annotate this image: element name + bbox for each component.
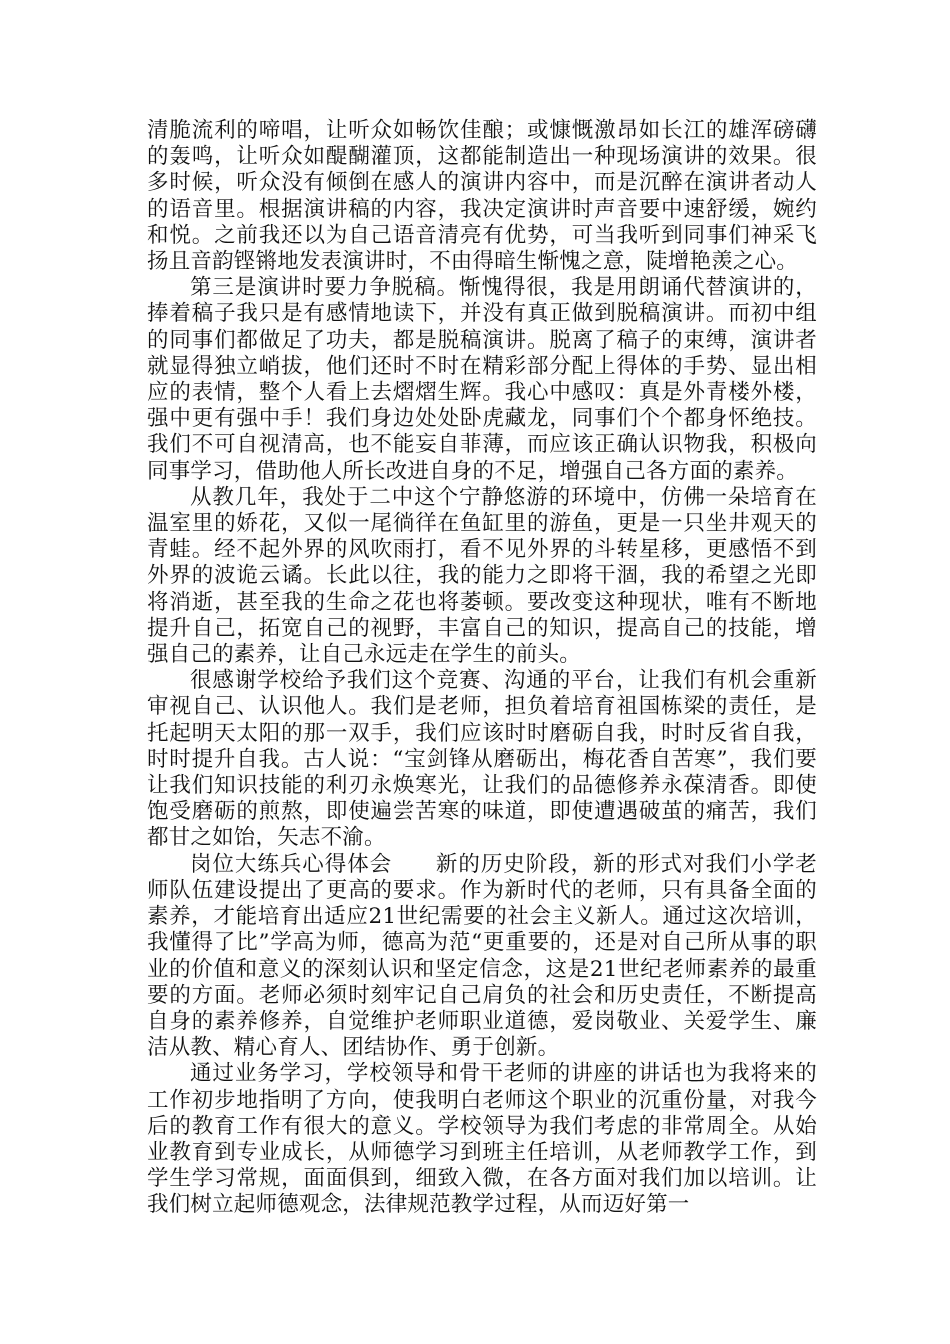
- paragraph-speech-voice: 清脆流利的啼唱，让听众如畅饮佳酿；或慷慨激昂如长江的雄浑磅礴的轰鸣，让听众如醍醐灌顶，这都能制造出一种现场演讲的效果。很多时候，听众没有倾倒在感人的演讲内容中，而是沉醉在演讲者动人的语音里。根据演讲稿的内容，我决定演讲时声音要中速舒缓，婉约和悦。之前我还以为自己语音清亮有优势，可当我听到同事们神采飞扬且音韵铿锵地发表演讲时，不由得暗生惭愧之意，陡增艳羡之心。: [147, 118, 817, 275]
- paragraph-speech-memorize: 第三是演讲时要力争脱稿。惭愧得很，我是用朗诵代替演讲的，捧着稿子我只是有感情地读下，并没有真正做到脱稿演讲。而初中组的同事们都做足了功夫，都是脱稿演讲。脱离了稿子的束缚，演讲者就显得独立峭拔，他们还时不时在精彩部分配上得体的手势、显出相应的表情，整个人看上去熠熠生辉。我心中感叹：真是外青楼外楼，强中更有强中手！我们身边处处卧虎藏龙，同事们个个都身怀绝技。我们不可自视清高，也不能妄自菲薄，而应该正确认识物我，积极向同事学习，借助他人所长改进自身的不足，增强自己各方面的素养。: [147, 275, 817, 484]
- paragraph-business-study: 通过业务学习，学校领导和骨干老师的讲座的讲话也为我将来的工作初步地指明了方向，使我明白老师这个职业的沉重份量，对我今后的教育工作有很大的意义。学校领导为我们考虑的非常周全。从始业教育到专业成长，从师德学习到班主任培训，从老师教学工作，到学生学习常规，面面俱到，细致入微，在各方面对我们加以培训。让我们树立起师德观念，法律规范教学过程，从而迈好第一: [147, 1061, 817, 1218]
- paragraph-training-text: 新的历史阶段，新的形式对我们小学老师队伍建设提出了更高的要求。作为新时代的老师，只有具备全面的素养，才能培育出适应21世纪需要的社会主义新人。通过这次培训，我懂得了比”学高为师，德高为范“更重要的，还是对自己所从事的职业的价值和意义的深刻认识和坚定信念，这是21世纪老师素养的最重要的方面。老师必须时刻牢记自己肩负的社会和历史责任，不断提高自身的素养修养，自觉维护老师职业道德，爱岗敬业、关爱学生、廉洁从教、精心育人、团结协作、勇于创新。: [147, 851, 817, 1061]
- paragraph-training-experience: [147, 852, 817, 1062]
- document-body: [147, 118, 817, 1219]
- section-title: 岗位大练兵心得体会: [190, 851, 393, 877]
- paragraph-teaching-years: 从教几年，我处于二中这个宁静悠游的环境中，仿佛一朵培育在温室里的娇花，又似一尾徜徉在鱼缸里的游鱼，更是一只坐井观天的青蛙。经不起外界的风吹雨打，看不见外界的斗转星移，更感悟不到外界的波诡云谲。长此以往，我的能力之即将干涸，我的希望之光即将消逝，甚至我的生命之花也将萎顿。要改变这种现状，唯有不断地提升自己，拓宽自己的视野，丰富自己的知识，提高自己的技能，增强自己的素养，让自己永远走在学生的前头。: [147, 484, 817, 668]
- paragraph-gratitude: 很感谢学校给予我们这个竞赛、沟通的平台，让我们有机会重新审视自己、认识他人。我们是老师，担负着培育祖国栋梁的责任，是托起明天太阳的那一双手，我们应该时时磨砺自我，时时反省自我，时时提升自我。古人说：“宝剑锋从磨砺出，梅花香自苦寒”，我们要让我们知识技能的利刃永焕寒光，让我们的品德修养永葆清香。即使饱受磨砺的煎熬，即使遍尝苦寒的味道，即使遭遇破茧的痛苦，我们都甘之如饴，矢志不渝。: [147, 668, 817, 851]
